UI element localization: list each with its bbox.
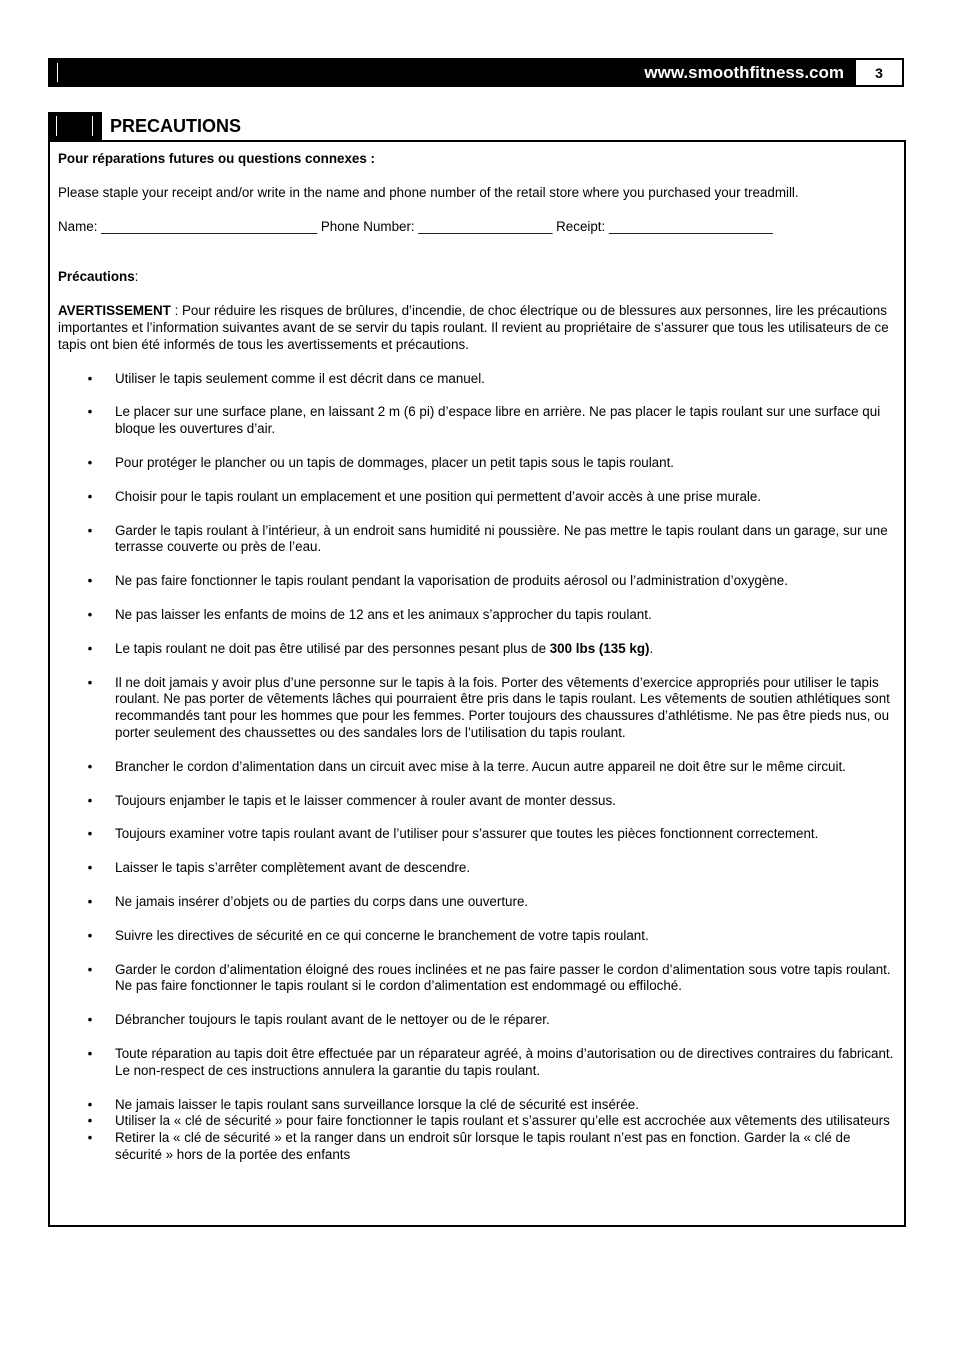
weight-limit-text: Le tapis roulant ne doit pas être utilisé par des personnes pesant plus de [115,640,550,656]
list-item-text: Pour protéger le plancher ou un tapis de dommages, placer un petit tapis sous le tapis roulant. [115,454,675,470]
precautions-list [58,371,898,1164]
page-number: 3 [854,58,904,87]
bullet-icon: • [87,927,93,943]
bullet-icon: • [87,792,93,808]
list-item-text: Toute réparation au tapis doit être effectuée par un réparateur agréé, à moins d’autorisation ou de directives contraires du fabricant. Le non-respect de ces instructions annulera la garantie du tapis roulant. [115,1045,894,1078]
list-item-text: Débrancher toujours le tapis roulant avant de le nettoyer ou de le réparer. [115,1012,550,1028]
list-item-text: Laisser le tapis s’arrêter complètement avant de descendre. [115,860,471,876]
list-item [58,371,898,388]
list-item [58,793,898,810]
list-item-text: Garder le tapis roulant à l’intérieur, à un endroit sans humidité ni poussière. Ne pas mettre le tapis roulant dans un garage, sur une terrasse couverte ou près de l’eau. [115,522,888,555]
list-item [58,1097,898,1114]
bullet-icon: • [87,454,93,470]
bullet-icon: • [87,370,93,386]
weight-limit-value: 300 lbs (135 kg) [549,640,650,656]
list-item-text [115,641,653,656]
bullet-icon: • [87,1012,93,1028]
precautions-content [58,151,898,1164]
list-item-text: Utiliser le tapis seulement comme il est décrit dans ce manuel. [115,370,485,386]
list-item [58,962,898,996]
bullet-icon: • [87,1045,93,1061]
list-item [58,894,898,911]
list-item [58,1113,898,1130]
list-item-text: Ne jamais insérer d’objets ou de parties du corps dans une ouverture. [115,893,529,909]
warning-paragraph [58,303,898,353]
list-item [58,607,898,624]
list-item-text: Suivre les directives de sécurité en ce qui concerne le branchement de votre tapis roulant. [115,927,649,943]
bullet-icon: • [87,893,93,909]
list-item [58,1130,898,1164]
list-item [58,928,898,945]
list-item-text: Ne jamais laisser le tapis roulant sans surveillance lorsque la clé de sécurité est insérée. [115,1096,639,1112]
bullet-icon: • [87,488,93,504]
warning-label: AVERTISSEMENT [58,303,171,319]
website-url: www.smoothfitness.com [644,63,844,82]
list-item [58,489,898,506]
list-item-text: Utiliser la « clé de sécurité » pour faire fonctionner le tapis roulant et s’assurer qu’elle est accrochée aux vêtements des utilisateurs [115,1113,890,1129]
list-item-text: Retirer la « clé de sécurité » et la ranger dans un endroit sûr lorsque le tapis roulant n’est pas en fonction. Garder la « clé de sécurité » hors de la portée des enfants [115,1130,851,1162]
precautions-box [48,140,906,1227]
list-item [58,455,898,472]
list-item [58,641,898,658]
header-bar [48,58,854,87]
bullet-icon: • [87,1096,93,1112]
list-item-text: Choisir pour le tapis roulant un emplacement et une position qui permettent d’avoir accès à une prise murale. [115,488,762,504]
list-item-text: Il ne doit jamais y avoir plus d’une personne sur le tapis à la fois. Porter des vêtements d’exercice appropriés pour utiliser le tapis roulant. Ne pas porter de vêtements lâches qui pourraient être pris dans le tapis roulant. Les vêtements de soutien athlétiques sont recommandés tant pour les hommes que pour les femmes. Porter toujours des chaussures d’athlétisme. Ne pas être pieds nus, ou porter seulement des chaussettes ou des sandales lors de l’utilisation du tapis roulant. [115,674,890,740]
list-item [58,826,898,843]
section-marker-inner [56,116,93,136]
list-item-text: Toujours examiner votre tapis roulant avant de l’utiliser pour s’assurer que toutes les pièces fonctionnent correctement. [115,826,819,842]
list-item [58,860,898,877]
list-item [58,404,898,438]
bullet-icon: • [87,674,93,690]
list-item-text: Brancher le cordon d’alimentation dans un circuit avec mise à la terre. Aucun autre appareil ne doit être sur le même circuit. [115,758,846,774]
bullet-icon: • [87,640,93,656]
bullet-icon: • [87,573,93,589]
list-item-text: Le placer sur une surface plane, en laissant 2 m (6 pi) d’espace libre en arrière. Ne pas placer le tapis roulant sur une surface qui bloque les ouvertures d’air. [115,404,881,437]
precautions-label-line [58,269,898,286]
header-divider [57,63,58,82]
list-item-text: Ne pas laisser les enfants de moins de 12 ans et les animaux s’approcher du tapis roulant. [115,606,652,622]
bullet-icon: • [87,606,93,622]
list-item-text: Ne pas faire fonctionner le tapis roulant pendant la vaporisation de produits aérosol ou l’administration d’oxygène. [115,573,788,589]
list-item [58,675,898,742]
weight-limit-end: . [649,640,654,656]
bullet-icon: • [87,860,93,876]
list-item [58,573,898,590]
bullet-icon: • [87,961,93,977]
list-item [58,1046,898,1080]
bullet-icon: • [87,1130,93,1146]
list-item [58,759,898,776]
list-item [58,523,898,557]
bullet-icon: • [87,758,93,774]
store-info-form-line: Name: _____________________________ Phone Number: __________________ Receipt: ______________________ [58,218,773,234]
list-item-text: Garder le cordon d’alimentation éloigné des roues inclinées et ne pas faire passer le cordon d’alimentation sous votre tapis roulant. Ne pas faire fonctionner le tapis roulant si le cordon d’alimentation est endommagé ou effiloché. [115,961,891,994]
warning-text: : Pour réduire les risques de brûlures, d’incendie, de choc électrique ou de blessures aux personnes, lire les précautions importantes et l’information suivantes avant de se servir du tapis roulant. Il revient au propriétaire de s’assurer que tous les utilisateurs de ce tapis ont bien été informés de tous les avertissements et précautions. [58,303,889,352]
section-title: PRECAUTIONS [110,116,242,136]
list-item-text: Toujours enjamber le tapis et le laisser commencer à rouler avant de monter dessus. [115,792,616,808]
precautions-colon: : [134,269,139,285]
bullet-icon: • [87,1113,93,1129]
staple-instructions: Please staple your receipt and/or write in the name and phone number of the retail store where you purchased your treadmill. [58,184,799,200]
section-marker [48,112,102,140]
bullet-icon: • [87,826,93,842]
bullet-icon: • [87,404,93,420]
intro-heading: Pour réparations futures ou questions connexes : [58,151,375,166]
list-item [58,1012,898,1029]
bullet-icon: • [87,522,93,538]
precautions-label: Précautions [58,269,135,285]
